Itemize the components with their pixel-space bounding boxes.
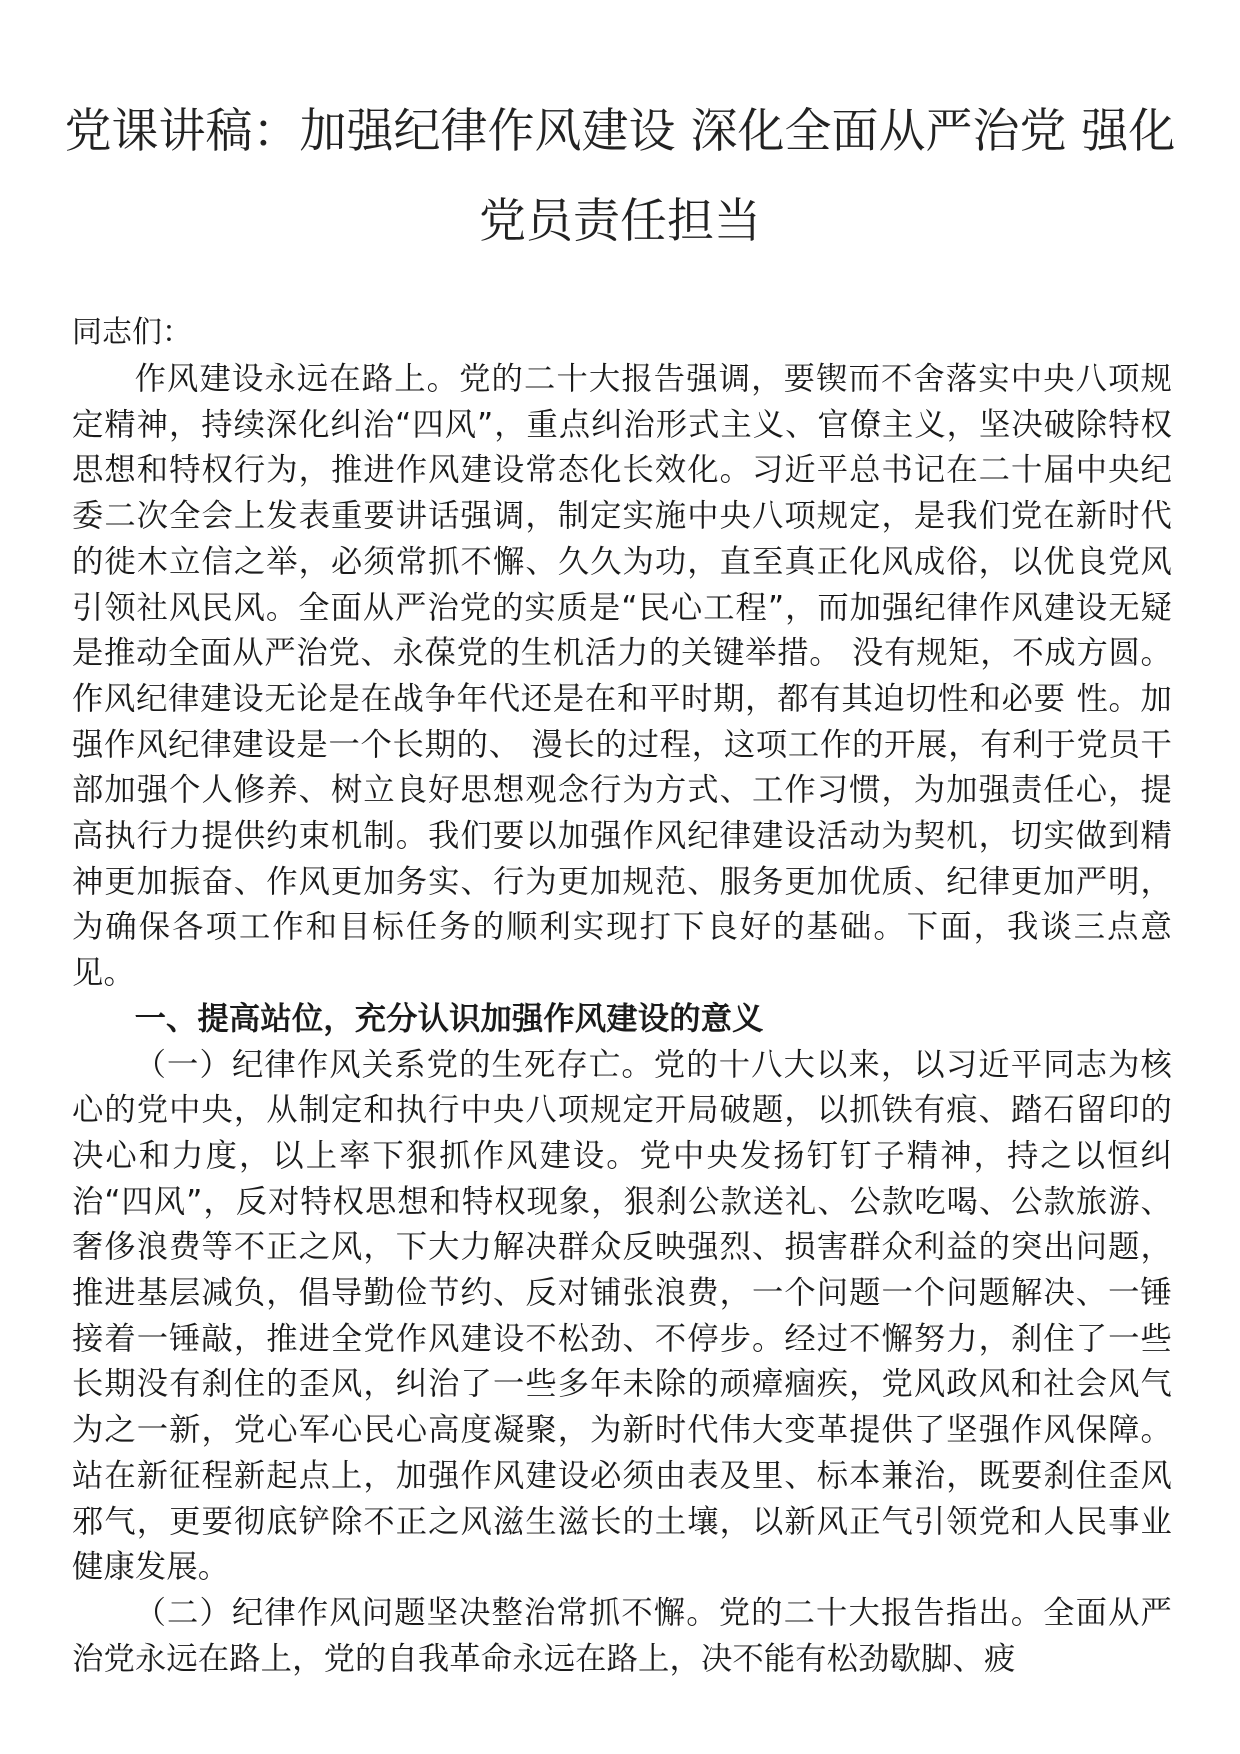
greeting: 同志们：: [72, 315, 192, 350]
paragraph-section-1-1: （一）纪律作风关系党的生死存亡。党的十八大以来，以习近平同志为核心的党中央，从制定和执行中央八项规定开局破题，以抓铁有痕、踏石留印的决心和力度，以上率下狠抓作风建设。党中央发扬钉钉子精神，持之以恒纠治“四风”，反对特权思想和特权现象，狠刹公款送礼、公款吃喝、公款旅游、奢侈浪费等不正之风，下大力解决群众反映强烈、损害群众利益的突出问题，推进基层减负，倡导勤俭节约、反对铺张浪费，一个问题一个问题解决、一锤接着一锤敲，推进全党作风建设不松劲、不停步。经过不懈努力，刹住了一些长期没有刹住的歪风，纠治了一些多年未除的顽瘴痼疾，党风政风和社会风气为之一新，党心军心民心高度凝聚，为新时代伟大变革提供了坚强作风保障。站在新征程新起点上，加强作风建设必须由表及里、标本兼治，既要刹住歪风邪气，更要彻底铲除不正之风滋生滋长的土壤，以新风正气引领党和人民事业健康发展。: [72, 1046, 1172, 1586]
paragraph-intro: 作风建设永远在路上。党的二十大报告强调，要锲而不舍落实中央八项规定精神，持续深化纠治“四风”，重点纠治形式主义、官僚主义，坚决破除特权思想和特权行为，推进作风建设常态化长效化。习近平总书记在二十届中央纪委二次全会上发表重要讲话强调，制定实施中央八项规定，是我们党在新时代的徙木立信之举，必须常抓不懈、久久为功，直至真正化风成俗，以优良党风引领社风民风。全面从严治党的实质是“民心工程”，而加强纪律作风建设无疑是推动全面从严治党、永葆党的生机活力的关键举措。 没有规矩，不成方圆。作风纪律建设无论是在战争年代还是在和平时期，都有其迫切性和必要 性。加强作风纪律建设是一个长期的、 漫长的过程，这项工作的开展，有利于党员干部加强个人修养、树立良好思想观念行为方式、工作习惯，为加强责任心，提高执行力提供约束机制。我们要以加强作风纪律建设活动为契机，切实做到精神更加振奋、作风更加务实、行为更加规范、服务更加优质、纪律更加严明，为确保各项工作和目标任务的顺利实现打下良好的基础。下面，我谈三点意见。: [72, 361, 1172, 992]
document-title-line-2: 党员责任担当: [479, 194, 761, 249]
paragraph-section-1-2: （二）纪律作风问题坚决整治常抓不懈。党的二十大报告指出。全面从严治党永远在路上，党的自我革命永远在路上，决不能有松劲歇脚、疲: [72, 1594, 1172, 1677]
section-heading-1: 一、提高站位，充分认识加强作风建设的意义: [134, 1000, 764, 1037]
document-title-line-1: 党课讲稿：加强纪律作风建设 深化全面从严治党 强化: [64, 104, 1176, 159]
document-body: [72, 357, 1172, 1682]
